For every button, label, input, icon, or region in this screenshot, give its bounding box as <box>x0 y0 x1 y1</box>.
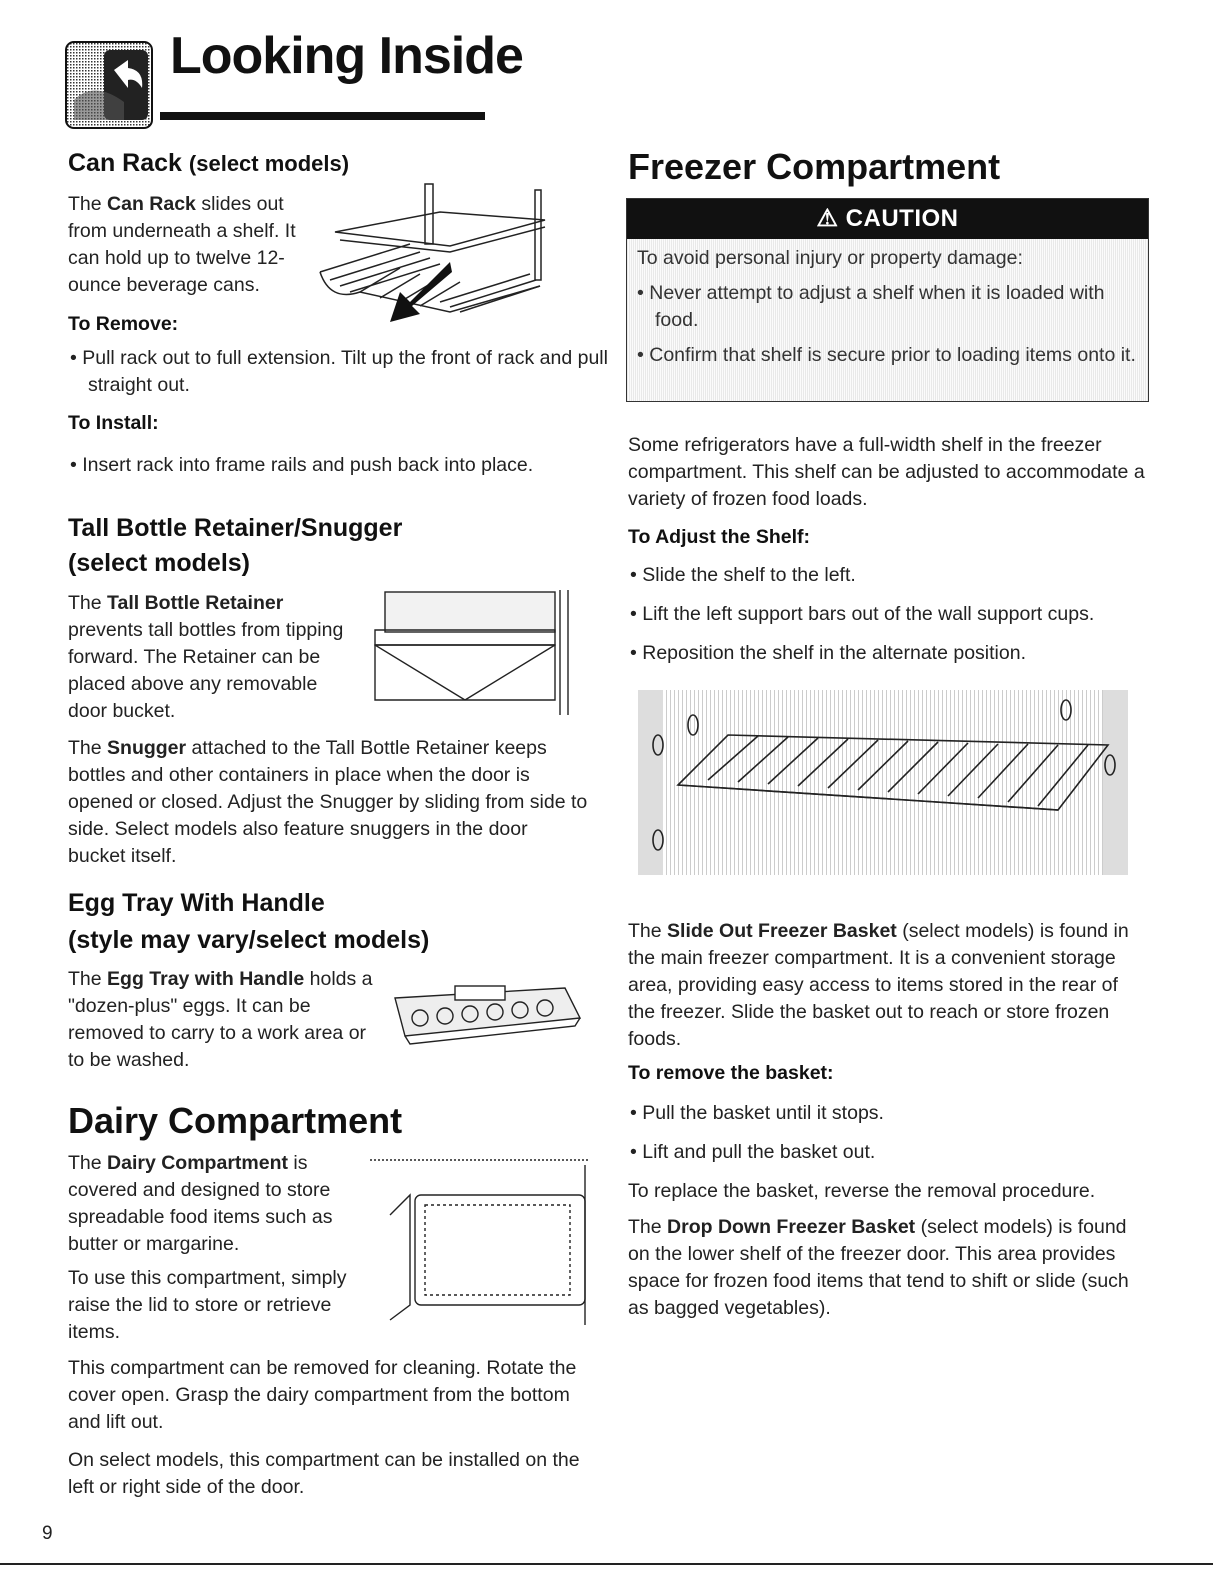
snugger-text: The Snugger attached to the Tall Bottle Retainer keeps bottles and other containers in place when the door is opened or closed. Adjust the Snugger by sliding from side to side. Select models also feature snuggers in the door bucket itself. <box>68 737 588 867</box>
tall-bottle-retainer-text: The Tall Bottle Retainer prevents tall bottles from tipping forward. The Retainer can be placed above any removable door bucket. <box>68 592 344 722</box>
dairy-text-1: The Dairy Compartment is covered and designed to store spreadable food items such as butter or margarine. <box>68 1152 333 1255</box>
remove-basket-heading: To remove the basket: <box>628 1062 834 1084</box>
remove-basket-step: • Lift and pull the basket out. <box>630 1139 1168 1166</box>
slide-out-basket-text: The Slide Out Freezer Basket (select models) is found in the main freezer compartment. It is a convenient storage area, providing easy access to items stored in the rear of the freezer. Slide the basket out to reach or store frozen foods. <box>628 920 1129 1050</box>
page-title: Looking Inside <box>170 27 523 85</box>
caution-header <box>627 199 1148 239</box>
can-rack-remove-step: • Pull rack out to full extension. Tilt up the front of rack and pull straight out. <box>70 345 608 399</box>
adjust-shelf-heading: To Adjust the Shelf: <box>628 526 810 548</box>
adjust-step: • Reposition the shelf in the alternate position. <box>630 640 1168 667</box>
can-rack-illustration <box>300 182 560 332</box>
adjust-step: • Slide the shelf to the left. <box>630 562 1168 589</box>
egg-tray-text: The Egg Tray with Handle holds a "dozen-plus" eggs. It can be removed to carry to a work area or to be washed. <box>68 968 373 1071</box>
replace-basket-text: To replace the basket, reverse the removal procedure. <box>628 1180 1096 1202</box>
dairy-heading: Dairy Compartment <box>68 1100 403 1141</box>
caution-line: • Never attempt to adjust a shelf when it is loaded with food. <box>637 280 1138 334</box>
dairy-compartment-illustration <box>370 1155 595 1325</box>
tall-bottle-heading: Tall Bottle Retainer/Snugger <box>68 514 403 542</box>
caution-body <box>627 239 1148 369</box>
dairy-text-2: To use this compartment, simply raise the lid to store or retrieve items. <box>68 1267 347 1343</box>
dairy-text-4: On select models, this compartment can be installed on the left or right side of the door. <box>68 1449 580 1498</box>
freezer-shelf-illustration <box>638 690 1128 875</box>
can-rack-intro: The Can Rack slides out from underneath a shelf. It can hold up to twelve 12-ounce beverage cans. <box>68 193 296 296</box>
adjust-step: • Lift the left support bars out of the wall support cups. <box>630 601 1168 628</box>
remove-basket-step: • Pull the basket until it stops. <box>630 1100 1168 1127</box>
freezer-shelf-text: Some refrigerators have a full-width shelf in the freezer compartment. This shelf can be adjusted to accommodate a variety of frozen food loads. <box>628 434 1145 510</box>
can-rack-remove-heading: To Remove: <box>68 313 179 335</box>
tall-bottle-illustration <box>365 590 575 715</box>
tall-bottle-heading-note: (select models) <box>68 549 251 577</box>
caution-title: CAUTION <box>845 205 959 232</box>
caution-line: To avoid personal injury or property damage: <box>637 247 1023 269</box>
egg-tray-illustration <box>385 978 585 1048</box>
caution-line: • Confirm that shelf is secure prior to loading items onto it. <box>637 342 1138 369</box>
dairy-text-3: This compartment can be removed for cleaning. Rotate the cover open. Grasp the dairy compartment from the bottom and lift out. <box>68 1357 577 1433</box>
drop-down-basket-text: The Drop Down Freezer Basket (select models) is found on the lower shelf of the freezer door. This area provides space for frozen food items that tend to shift or slide (such as bagged vegetables). <box>628 1216 1129 1319</box>
egg-tray-heading: Egg Tray With Handle <box>68 889 325 917</box>
freezer-heading: Freezer Compartment <box>628 146 1001 187</box>
bottom-rule <box>0 1563 1213 1565</box>
can-rack-install-step: • Insert rack into frame rails and push back into place. <box>70 452 608 479</box>
warning-triangle-icon: ⚠ <box>816 205 839 232</box>
can-rack-heading: Can Rack (select models) <box>68 149 350 177</box>
egg-tray-heading-note: (style may vary/select models) <box>68 926 430 954</box>
can-rack-install-heading: To Install: <box>68 412 159 434</box>
hand-arrow-logo-icon <box>64 40 154 130</box>
title-underline <box>160 112 485 120</box>
page-number: 9 <box>42 1523 53 1544</box>
caution-box <box>626 198 1149 402</box>
